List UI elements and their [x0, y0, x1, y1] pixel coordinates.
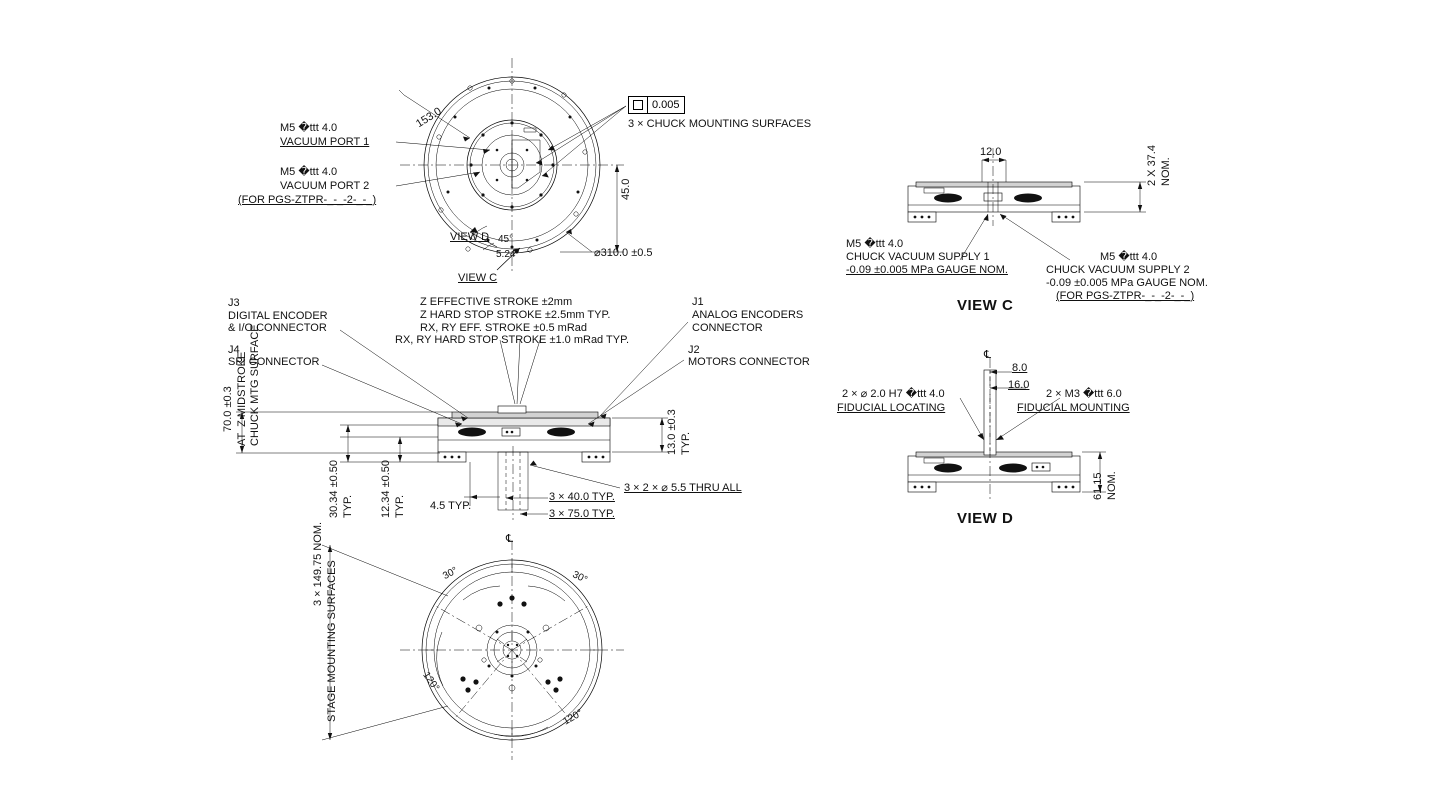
angle-45: 45° — [498, 234, 514, 245]
j1-line1: J1 — [692, 296, 704, 308]
chuck-mounting-surfaces-note: 3 × CHUCK MOUNTING SURFACES — [628, 118, 812, 130]
stage-mounting-line2: STAGE MOUNTING SURFACES — [326, 560, 338, 722]
dim-70-line2: AT Z MIDSTROKE — [236, 351, 248, 446]
stage-mounting-line1: 3 × 149.75 NOM. — [312, 521, 324, 606]
dim-153: 153.0 — [414, 105, 444, 131]
fiducial-locating-line1: 2 × ⌀ 2.0 H7 �ttt 4.0 — [842, 388, 945, 400]
stroke-note-line2: Z HARD STOP STROKE ±2.5mm TYP. — [420, 309, 611, 321]
view-c-title: VIEW C — [957, 297, 1014, 314]
view-d-dim-6115-line1: 61.15 — [1092, 472, 1104, 500]
thru-all-note: 3 × 2 × ⌀ 5.5 THRU ALL — [624, 482, 742, 494]
bottom-angle-120-left: 120° — [420, 670, 442, 694]
stroke-note-line3: RX, RY EFF. STROKE ±0.5 mRad — [420, 322, 588, 334]
dim-1234-line2: TYP. — [394, 494, 406, 518]
view-d-geometry — [908, 358, 1106, 500]
view-d-centerline-symbol: ℄ — [984, 349, 992, 361]
vacuum-port-1-line2: VACUUM PORT 1 — [280, 136, 370, 148]
vacuum-port-2-line3: (FOR PGS-ZTPR-_-_-2-_-_) — [238, 194, 377, 206]
dim-70-line1: 70.0 ±0.3 — [222, 386, 234, 432]
dim-1234-line1: 12.34 ±0.50 — [380, 459, 392, 518]
view-d-arrow-label: VIEW D — [450, 231, 490, 243]
j2-line2: MOTORS CONNECTOR — [688, 356, 810, 368]
fiducial-mounting-line2: FIDUCIAL MOUNTING — [1017, 402, 1130, 414]
view-d-dim-6115-line2: NOM. — [1106, 471, 1118, 500]
chuck-vacuum-supply-2-line2: CHUCK VACUUM SUPPLY 2 — [1046, 264, 1190, 276]
dim-3034-line2: TYP. — [342, 494, 354, 518]
chuck-vacuum-supply-2-line1: M5 �ttt 4.0 — [1100, 251, 1158, 263]
dim-3034-line1: 30.34 ±0.50 — [328, 459, 340, 518]
bottom-angle-120-bottom: 120° — [561, 707, 585, 728]
vacuum-port-2-line2: VACUUM PORT 2 — [280, 180, 370, 192]
flatness-value-cell: 0.005 — [647, 97, 684, 113]
bottom-angle-30-left: 30° — [441, 565, 460, 582]
fiducial-locating-line2: FIDUCIAL LOCATING — [837, 402, 946, 414]
fiducial-mounting-line1: 2 × M3 �ttt 6.0 — [1046, 388, 1122, 400]
chuck-vacuum-supply-1-line1: M5 �ttt 4.0 — [846, 238, 904, 250]
flatness-symbol-icon — [633, 100, 643, 110]
dim-3x40: 3 × 40.0 TYP. — [549, 491, 615, 503]
j2-line1: J2 — [688, 344, 700, 356]
flatness-feature-control-frame — [628, 96, 685, 114]
j3-line3: & I/O CONNECTOR — [228, 322, 327, 334]
vacuum-port-1-line1: M5 �ttt 4.0 — [280, 122, 338, 134]
j4-line1: J4 — [228, 344, 240, 356]
chuck-vacuum-supply-2-line3: -0.09 ±0.005 MPa GAUGE NOM. — [1046, 277, 1208, 289]
bottom-view-centerline-symbol: ℄ — [506, 533, 514, 545]
j3-line1: J3 — [228, 297, 240, 309]
view-c-dim-2x374-line1: 2 X 37.4 — [1146, 145, 1158, 186]
dim-dia-310: ⌀310.0 ±0.5 — [594, 247, 653, 259]
vacuum-port-2-line1: M5 �ttt 4.0 — [280, 166, 338, 178]
dim-70-line3: CHUCK MTG SURFACE — [249, 324, 261, 446]
dim-45-typ: 4.5 TYP. — [430, 500, 472, 512]
front-view-geometry — [236, 322, 688, 520]
flatness-symbol-cell — [629, 97, 647, 113]
bottom-angle-30-right: 30° — [570, 569, 589, 586]
j4-line2: SPI CONNECTOR — [228, 356, 320, 368]
j1-line2: ANALOG ENCODERS — [692, 309, 804, 321]
dim-13-line2: TYP. — [680, 431, 692, 455]
j3-line2: DIGITAL ENCODER — [228, 310, 328, 322]
dim-3x75: 3 × 75.0 TYP. — [549, 508, 615, 520]
view-d-dim-8: 8.0 — [1012, 362, 1028, 374]
dim-45: 45.0 — [620, 178, 632, 200]
view-c-dim-12: 12.0 — [980, 146, 1002, 158]
j1-line3: CONNECTOR — [692, 322, 763, 334]
view-d-dim-16: 16.0 — [1008, 379, 1030, 391]
stroke-note-line1: Z EFFECTIVE STROKE ±2mm — [420, 296, 573, 308]
angle-524: 5.24° — [496, 249, 520, 260]
chuck-vacuum-supply-2-line4: (FOR PGS-ZTPR-_-_-2-_-_) — [1056, 290, 1195, 302]
dim-13-line1: 13.0 ±0.3 — [666, 409, 678, 455]
view-c-arrow-label: VIEW C — [458, 272, 498, 284]
view-d-title: VIEW D — [957, 510, 1014, 527]
chuck-vacuum-supply-1-line3: -0.09 ±0.005 MPa GAUGE NOM. — [846, 264, 1008, 276]
view-c-dim-2x374-line2: NOM. — [1160, 157, 1172, 186]
stroke-note-line4: RX, RY HARD STOP STROKE ±1.0 mRad TYP. — [395, 334, 630, 346]
chuck-vacuum-supply-1-line2: CHUCK VACUUM SUPPLY 1 — [846, 251, 990, 263]
view-c-geometry — [908, 148, 1146, 260]
